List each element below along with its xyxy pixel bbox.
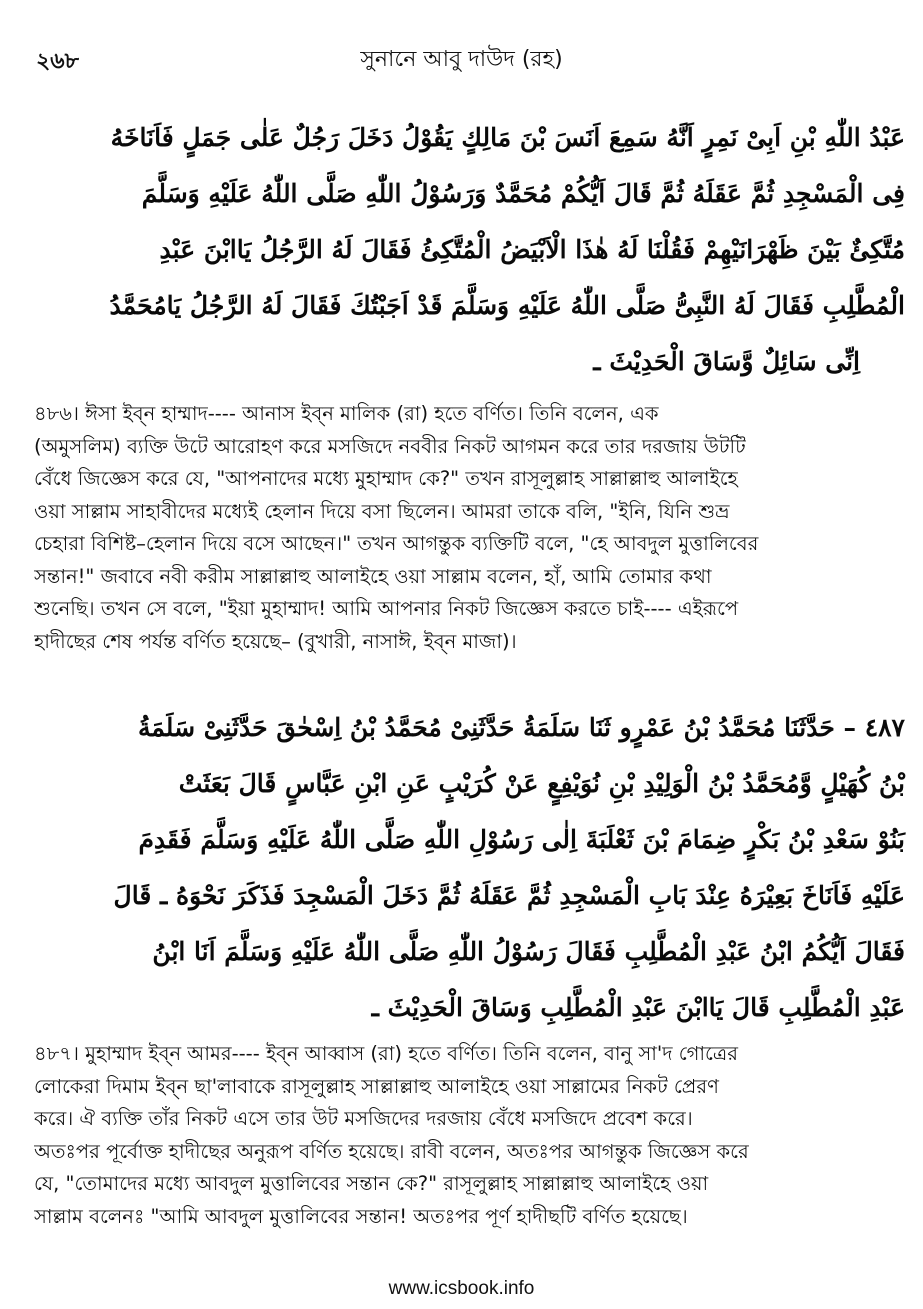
footer-url: www.icsbook.info [388, 1278, 535, 1299]
bengali-translation-486 [34, 398, 904, 658]
arabic-line: عَلَيْهِ فَاَنَاخَ بَعِيْرَهُ عِنْدَ بَابِ الْمَسْجِدِ ثُمَّ عَقَلَهُ ثُمَّ دَخَلَ الْمَسْجِدَ فَذَكَرَ نَحْوَهُ ـ قَالَ [113, 881, 905, 910]
translation-line: ৪৮৬। ঈসা ইব্‌ন হাম্মাদ---- আনাস ইব্‌ন মালিক (রা) হতে বর্ণিত। তিনি বলেন, এক [34, 402, 659, 425]
translation-line: ওয়া সাল্লাম সাহাবীদের মধ্যেই হেলান দিয়ে বসা ছিলেন। আমরা তাকে বলি, "ইনি, যিনি শুভ্র [34, 499, 730, 523]
arabic-line: بَنُوْ سَعْدِ بْنُ بَكْرٍ ضِمَامَ بْنَ ثَعْلَبَةَ اِلٰى رَسُوْلِ اللّٰهِ صَلَّى اللّٰهُ عَلَيْهِ وَسَلَّمَ فَقَدِمَ [138, 825, 905, 854]
translation-line: লোকেরা দিমাম ইব্‌ন ছা'লাবাকে রাসূলুল্লাহ সাল্লাল্লাহু আলাইহে ওয়া সাল্লামের নিকট প্রেরণ [34, 1074, 719, 1098]
arabic-line: ٤٨٧ – حَدَّثَنَا مُحَمَّدُ بْنُ عَمْرٍو ثَنَا سَلَمَةُ حَدَّثَنِىْ مُحَمَّدُ بْنُ اِسْحٰقَ حَدَّثَنِىْ سَلَمَةُ [137, 713, 905, 742]
arabic-hadith-487 [40, 700, 905, 1036]
translation-line: যে, "তোমাদের মধ্যে আবদুল মুত্তালিবের সন্তান কে?" রাসূলুল্লাহ সাল্লাল্লাহু আলাইহে ওয়া [34, 1172, 709, 1195]
translation-line: সন্তান!" জবাবে নবী করীম সাল্লাল্লাহু আলাইহে ওয়া সাল্লাম বলেন, হাঁ, আমি তোমার কথা [34, 564, 712, 588]
translation-line: করে। ঐ ব্যক্তি তাঁর নিকট এসে তার উট মসজিদের দরজায় বেঁধে মসজিদে প্রবেশ করে। [34, 1107, 693, 1130]
arabic-line: فِى الْمَسْجِدِ ثُمَّ عَقَلَهُ ثُمَّ قَالَ اَيُّكُمْ مُحَمَّدٌ وَرَسُوْلُ اللّٰهِ صَلَّى اللّٰهُ عَلَيْهِ وَسَلَّمَ [141, 179, 905, 208]
translation-line: (অমুসলিম) ব্যক্তি উটে আরোহণ করে মসজিদে নববীর নিকট আগমন করে তার দরজায় উটটি [34, 434, 746, 458]
translation-line: চেহারা বিশিষ্ট–হেলান দিয়ে বসে আছেন।" তখন আগন্তুক ব্যক্তিটি বলে, "হে আবদুল মুত্তালিবের [34, 532, 759, 555]
running-title: সুনানে আবু দাউদ (রহ) [360, 47, 563, 72]
arabic-line: الْمُطَّلِبِ فَقَالَ لَهُ النَّبِىُّ صَلَّى اللّٰهُ عَلَيْهِ وَسَلَّمَ قَدْ اَجَبْتُكَ فَقَالَ لَهُ الرَّجُلُ يَامُحَمَّدُ [109, 291, 905, 320]
arabic-line: اِنِّى سَائِلٌ وَّسَاقَ الْحَدِيْثَ ـ [593, 347, 860, 376]
translation-line: বেঁধে জিজ্ঞেস করে যে, "আপনাদের মধ্যে মুহাম্মাদ কে?" তখন রাসূলুল্লাহ সাল্লাল্লাহু আলাইহে [34, 467, 738, 490]
page-number: ২৬৮ [36, 49, 79, 74]
translation-line: অতঃপর পূর্বোক্ত হাদীছের অনুরূপ বর্ণিত হয়েছে। রাবী বলেন, অতঃপর আগন্তুক জিজ্ঞেস করে [34, 1139, 749, 1163]
arabic-line: عَبْدُ اللّٰهِ بْنِ اَبِىْ نَمِرٍ اَنَّهُ سَمِعَ اَنَسَ بْنَ مَالِكٍ يَقُوْلُ دَخَلَ رَجُلٌ عَلٰى جَمَلٍ فَاَنَاخَهُ [110, 123, 905, 152]
arabic-line: عَبْدِ الْمُطَّلِبِ قَالَ يَاابْنَ عَبْدِ الْمُطَّلِبِ وَسَاقَ الْحَدِيْثَ ـ [371, 993, 905, 1022]
translation-line: সাল্লাম বলেনঃ "আমি আবদুল মুত্তালিবের সন্তান! অতঃপর পূর্ণ হাদীছটি বর্ণিত হয়েছে। [34, 1204, 688, 1228]
translation-line: শুনেছি। তখন সে বলে, "ইয়া মুহাম্মাদ! আমি আপনার নিকট জিজ্ঞেস করতে চাই---- এইরূপে [34, 597, 739, 620]
translation-line: ৪৮৭। মুহাম্মাদ ইব্‌ন আমর---- ইব্‌ন আব্বাস (রা) হতে বর্ণিত। তিনি বলেন, বানু সা'দ গোত্রের [34, 1042, 738, 1065]
arabic-hadith-486 [40, 110, 905, 390]
translation-line: হাদীছের শেষ পর্যন্ত বর্ণিত হয়েছে– (বুখারী, নাসাঈ, ইব্‌ন মাজা)। [34, 629, 517, 653]
arabic-line: مُتَّكِئٌ بَيْنَ ظَهْرَانَيْهِمْ فَقُلْنَا لَهُ هٰذَا الْاَبْيَضُ الْمُتَّكِئُ فَقَالَ لَهُ الرَّجُلُ يَاابْنَ عَبْدِ [159, 235, 905, 264]
arabic-line: بْنُ كُهَيْلٍ وَّمُحَمَّدُ بْنُ الْوَلِيْدِ بْنِ نُوَيْفِعٍ عَنْ كُرَيْبٍ عَنِ ابْنِ عَبَّاسٍ قَالَ بَعَثَتْ [178, 769, 905, 798]
bengali-translation-487 [34, 1038, 904, 1233]
arabic-line: فَقَالَ اَيُّكُمُ ابْنُ عَبْدِ الْمُطَّلِبِ فَقَالَ رَسُوْلُ اللّٰهِ صَلَّى اللّٰهُ عَلَيْهِ وَسَلَّمَ اَنَا ابْنُ [152, 937, 905, 966]
